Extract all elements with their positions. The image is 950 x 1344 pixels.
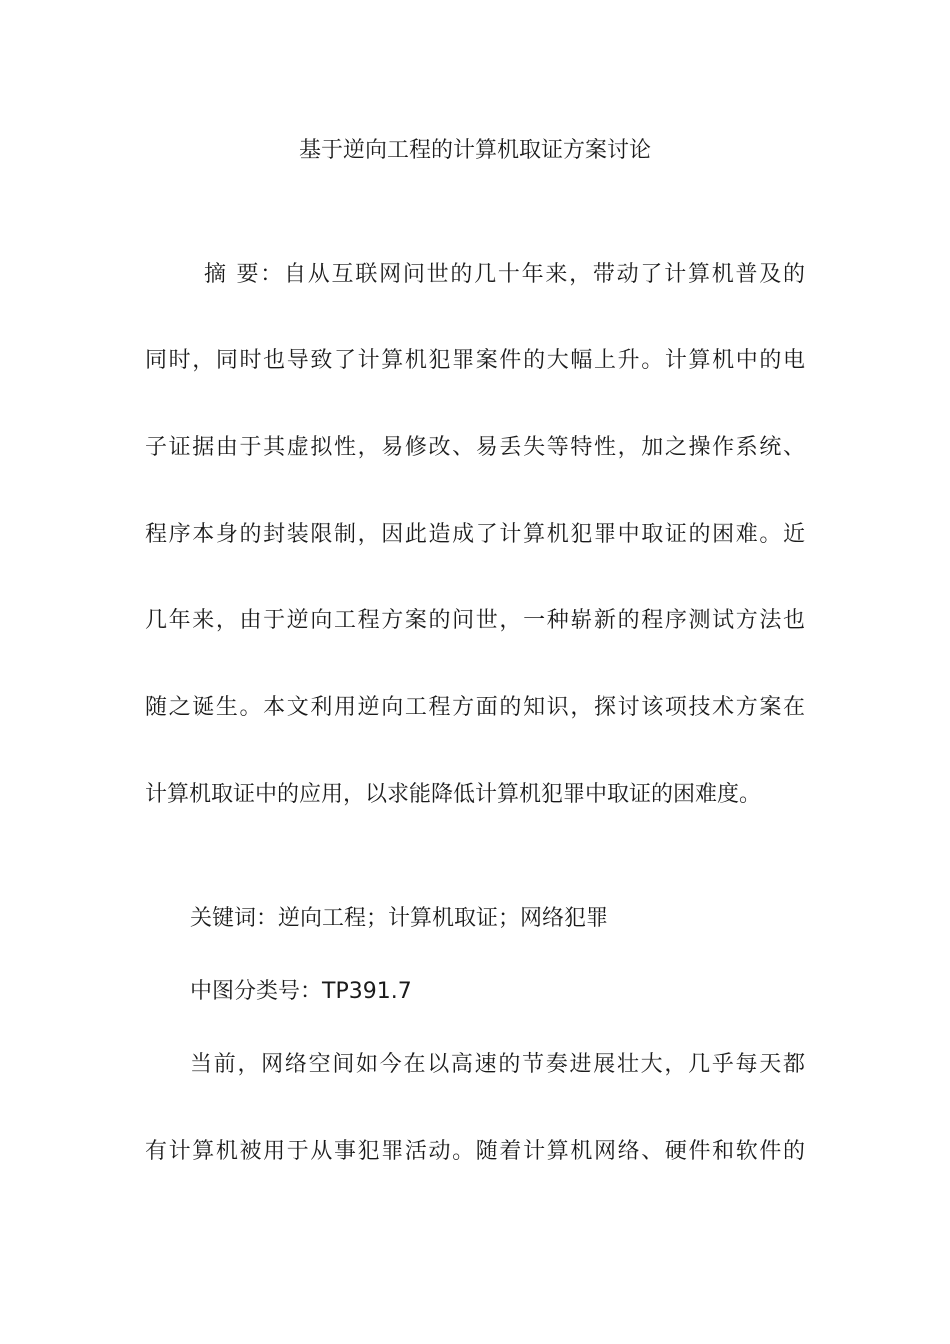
abstract-line: 同时，同时也导致了计算机犯罪案件的大幅上升。计算机中的电 bbox=[145, 348, 805, 373]
abstract-line: 程序本身的封装限制，因此造成了计算机犯罪中取证的困难。近 bbox=[145, 522, 805, 547]
abstract-line: 摘 要：自从互联网问世的几十年来，带动了计算机普及的 bbox=[204, 262, 805, 287]
abstract-line: 计算机取证中的应用，以求能降低计算机犯罪中取证的困难度。 bbox=[145, 782, 762, 807]
body-line: 有计算机被用于从事犯罪活动。随着计算机网络、硬件和软件的 bbox=[145, 1139, 805, 1164]
keywords-line: 关键词：逆向工程；计算机取证；网络犯罪 bbox=[190, 906, 609, 931]
abstract-line: 随之诞生。本文利用逆向工程方面的知识，探讨该项技术方案在 bbox=[145, 695, 805, 720]
abstract-line: 几年来，由于逆向工程方案的问世，一种崭新的程序测试方法也 bbox=[145, 608, 805, 633]
abstract-line: 子证据由于其虚拟性，易修改、易丢失等特性，加之操作系统、 bbox=[145, 435, 805, 460]
classification-line: 中图分类号：TP391.7 bbox=[190, 979, 412, 1004]
document-title: 基于逆向工程的计算机取证方案讨论 bbox=[298, 138, 651, 163]
body-line: 当前，网络空间如今在以高速的节奏进展壮大，几乎每天都 bbox=[190, 1052, 805, 1077]
